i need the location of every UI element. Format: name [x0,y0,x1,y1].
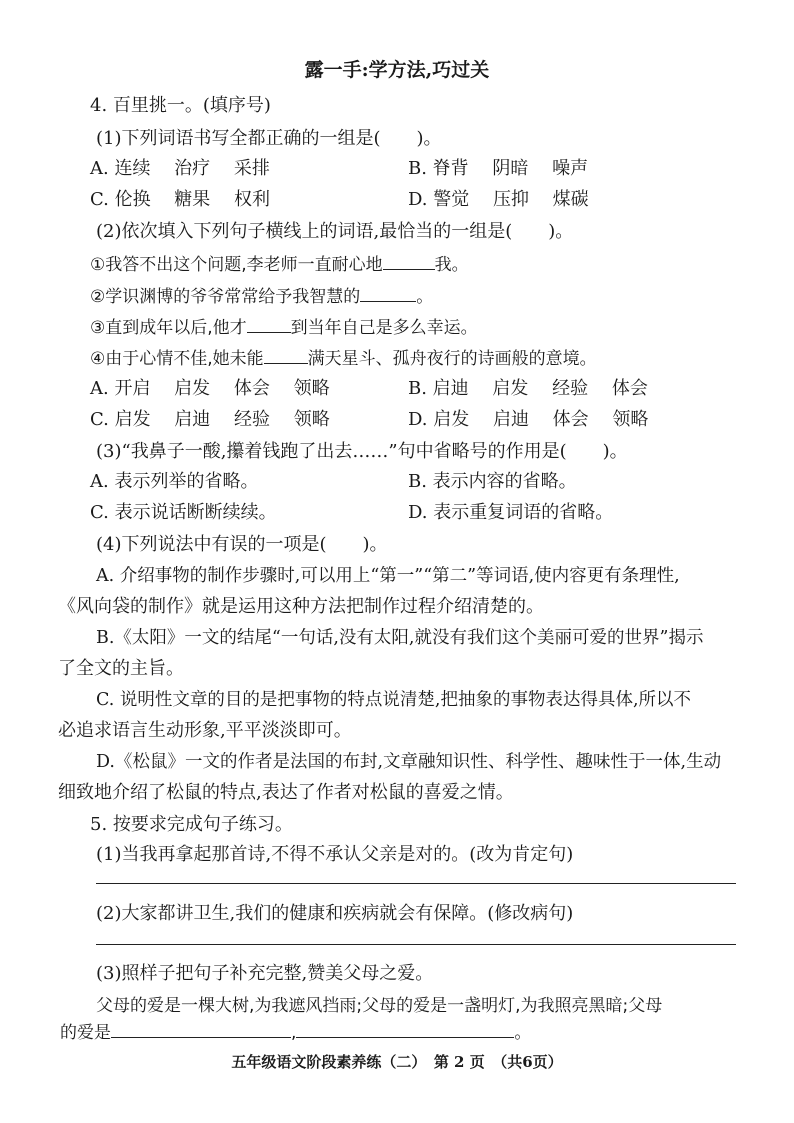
q4-3-option-b: B. 表示内容的省略。 [408,471,577,492]
q4-4-option-b-line1: B.《太阳》一文的结尾“一句话,没有太阳,就没有我们这个美丽可爱的世界”揭示 [96,628,704,648]
answer-line-1[interactable] [96,883,736,884]
q4-1-option-b: B. 脊背 阴暗 噪声 [408,158,589,179]
q5-2-prompt: (2)大家都讲卫生,我们的健康和疾病就会有保障。(修改病句) [96,903,574,924]
q4-3-option-a: A. 表示列举的省略。 [90,471,259,492]
q5-3-fill-line [60,1021,531,1045]
q5-1-prompt: (1)当我再拿起那首诗,不得不承认父亲是对的。(改为肯定句) [96,844,574,865]
q4-4-option-a-line2: 《风向袋的制作》就是运用这种方法把制作过程介绍清楚的。 [58,596,544,617]
q5-3-example: 父母的爱是一棵大树,为我遮风挡雨;父母的爱是一盏明灯,为我照亮黑暗;父母 [96,996,663,1016]
q4-1-stem: (1)下列词语书写全都正确的一组是( )。 [96,128,442,149]
fill-blank[interactable] [383,253,435,270]
fill-blank[interactable] [360,285,416,302]
q4-4-option-c-line2: 必追求语言生动形象,平平淡淡即可。 [58,720,352,741]
q4-4-option-d-line2: 细致地介绍了松鼠的特点,表达了作者对松鼠的喜爱之情。 [58,782,514,803]
q4-3-option-d: D. 表示重复词语的省略。 [408,502,614,523]
fill-blank[interactable] [264,347,308,364]
q4-4-option-d-line1: D.《松鼠》一文的作者是法国的布封,文章融知识性、科学性、趣味性于一体,生动 [96,752,722,772]
q4-2-sentence-1 [90,253,469,277]
q4-2-stem: (2)依次填入下列句子横线上的词语,最恰当的一组是( )。 [96,221,574,242]
fill-blank-first[interactable] [111,1021,291,1038]
q5-heading: 5. 按要求完成句子练习。 [90,814,293,835]
q4-4-option-a-line1: A. 介绍事物的制作步骤时,可以用上“第一”“第二”等词语,使内容更有条理性, [96,566,680,586]
q4-1-option-a: A. 连续 治疗 采排 [90,158,270,179]
sentence-1-end: 我。 [434,255,469,275]
q4-4-option-b-line2: 了全文的主旨。 [58,658,184,679]
sentence-4-text: ④由于心情不佳,她未能 [90,349,264,369]
fill-blank[interactable] [247,316,291,333]
section-title: 露一手:学方法,巧过关 [304,59,490,81]
q4-3-stem: (3)“我鼻子一酸,攥着钱跑了出去……”句中省略号的作用是( )。 [96,441,628,462]
q4-2-sentence-2 [90,285,433,309]
page-footer: 五年级语文阶段素养练（二） 第 2 页 （共6页） [231,1053,563,1071]
sentence-2-text: ②学识渊博的爷爷常常给予我智慧的 [90,287,361,307]
q4-1-option-c: C. 伦换 糖果 权利 [90,189,271,210]
answer-line-2[interactable] [96,944,736,945]
q4-2-sentence-4 [90,347,597,371]
sentence-1-text: ①我答不出这个问题,李老师一直耐心地 [90,255,383,275]
q4-4-option-c-line1: C. 说明性文章的目的是把事物的特点说清楚,把抽象的事物表达得具体,所以不 [96,690,692,710]
q4-3-option-c: C. 表示说话断断续续。 [90,502,277,523]
q4-2-option-c: C. 启发 启迪 经验 领略 [90,409,330,430]
q4-4-stem: (4)下列说法中有误的一项是( )。 [96,534,388,555]
q4-heading: 4. 百里挑一。(填序号) [90,95,271,116]
sentence-3-text: ③直到成年以后,他才 [90,318,247,338]
sentence-2-end: 。 [416,287,434,307]
q4-2-option-a: A. 开启 启发 体会 领略 [90,378,330,399]
sentence-3-end: 到当年自己是多么幸运。 [290,318,478,338]
q4-2-option-d: D. 启发 启迪 体会 领略 [408,409,649,430]
fill-line-prefix: 的爱是 [60,1023,111,1043]
sentence-4-end: 满天星斗、孤舟夜行的诗画般的意境。 [307,349,597,369]
q5-3-prompt: (3)照样子把句子补充完整,赞美父母之爱。 [96,963,434,984]
q4-1-option-d: D. 警觉 压抑 煤碳 [408,189,589,210]
q4-2-sentence-3 [90,316,478,340]
fill-blank-second[interactable] [296,1021,514,1038]
q4-2-option-b: B. 启迪 启发 经验 体会 [408,378,648,399]
fill-line-comma: , [291,1023,297,1043]
fill-line-end: 。 [514,1023,532,1043]
